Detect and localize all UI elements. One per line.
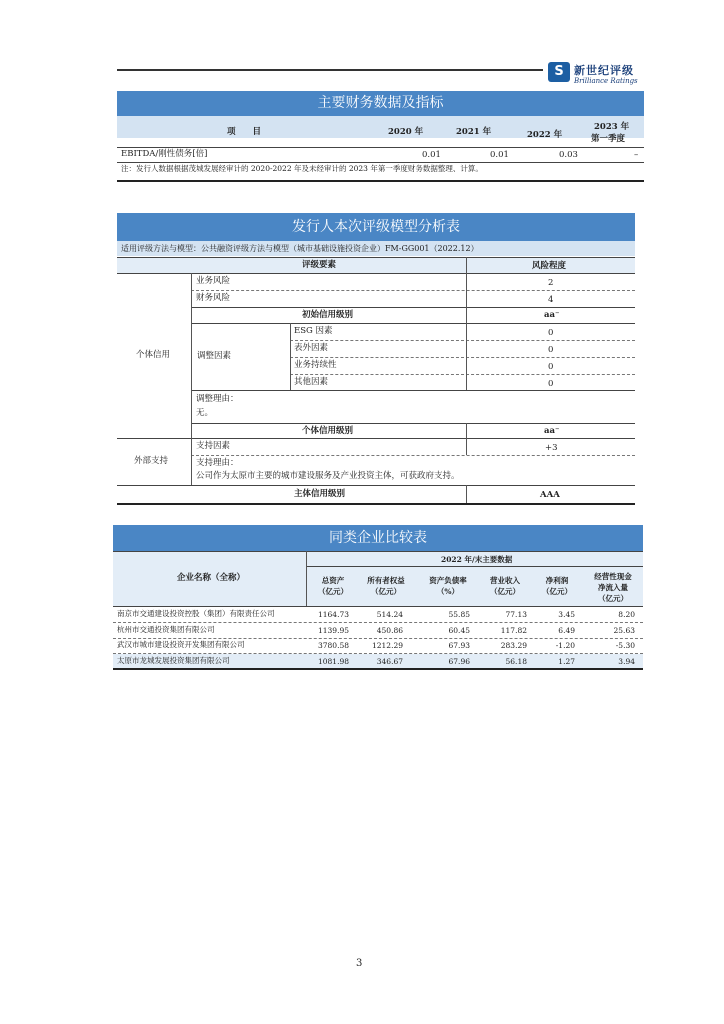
peer-col-header: 经营性现金 bbox=[594, 572, 632, 581]
financial-risk-val: 4 bbox=[548, 295, 554, 305]
group-individual: 个体信用 bbox=[136, 350, 171, 360]
peer-value: 514.24 bbox=[376, 610, 403, 619]
peer-col-header: 净流入量 bbox=[598, 583, 628, 592]
peer-value: 450.86 bbox=[376, 625, 403, 635]
head-elements: 评级要素 bbox=[302, 260, 337, 270]
rule bbox=[113, 551, 643, 552]
rule bbox=[117, 257, 635, 258]
rule bbox=[290, 357, 635, 358]
rule-v bbox=[191, 273, 192, 485]
peer-value: 1081.98 bbox=[317, 656, 349, 666]
rule-v bbox=[466, 485, 467, 503]
peer-col-header: 所有者权益 bbox=[367, 576, 405, 585]
sustain-val: 0 bbox=[548, 362, 554, 372]
rule bbox=[191, 455, 635, 456]
rule bbox=[191, 390, 635, 391]
other: 其他因素 bbox=[294, 377, 329, 387]
rule-v bbox=[466, 257, 467, 390]
support-reason-label: 支持理由： bbox=[196, 458, 239, 468]
rule bbox=[306, 566, 643, 567]
reason-text: 无。 bbox=[196, 408, 214, 418]
peer-value: 1164.73 bbox=[317, 610, 349, 619]
peer-value: 1.27 bbox=[558, 656, 575, 666]
col-2021: 2021 年 bbox=[456, 127, 492, 137]
support-reason-text: 公司作为太原市主要的城市建设服务及产业投资主体，可获政府支持。 bbox=[196, 471, 460, 481]
rating-title: 发行人本次评级模型分析表 bbox=[117, 213, 635, 241]
peer-value: 25.63 bbox=[613, 625, 635, 635]
peer-company-name: 南京市交通建设投资控股（集团）有限责任公司 bbox=[117, 609, 275, 618]
peer-value: 3780.58 bbox=[317, 641, 349, 650]
business-risk: 业务风险 bbox=[196, 276, 231, 286]
peer-col-header: （亿元） bbox=[371, 587, 401, 596]
indiv-level-val: aa⁻ bbox=[544, 426, 560, 436]
peer-value: 283.29 bbox=[500, 641, 527, 650]
peer-value: 67.96 bbox=[448, 656, 470, 666]
other-val: 0 bbox=[548, 379, 554, 389]
col-company: 企业名称（全称） bbox=[177, 573, 246, 583]
financial-title: 主要财务数据及指标 bbox=[117, 91, 644, 116]
financial-table bbox=[117, 91, 645, 183]
initial-level-val: aa⁻ bbox=[544, 310, 560, 320]
rule bbox=[117, 180, 644, 182]
peer-value: -1.20 bbox=[555, 641, 575, 650]
rule bbox=[290, 340, 635, 341]
ebitda-label: EBITDA/刚性债务[倍] bbox=[121, 149, 208, 159]
sustain: 业务持续性 bbox=[294, 360, 337, 370]
peer-col-header: 营业收入 bbox=[490, 576, 520, 585]
financial-note: 注：发行人数据根据茂城发展经审计的 2020-2022 年及未经审计的 2023 年第一季度财务数据整理、计算。 bbox=[121, 164, 483, 173]
external: 表外因素 bbox=[294, 343, 329, 353]
peer-value: 3.45 bbox=[558, 610, 575, 619]
peer-value: 346.67 bbox=[376, 656, 403, 666]
peer-value: 3.94 bbox=[618, 656, 635, 666]
esg: ESG 因素 bbox=[294, 326, 333, 336]
ebitda-2021: 0.01 bbox=[490, 150, 509, 160]
peer-title: 同类企业比较表 bbox=[113, 525, 643, 551]
esg-val: 0 bbox=[548, 328, 554, 338]
peer-value: 6.49 bbox=[558, 625, 575, 635]
head-risk: 风险程度 bbox=[532, 261, 567, 271]
peer-col-header: 净利润 bbox=[545, 576, 569, 585]
col-2022: 2022 年 bbox=[527, 130, 563, 140]
peer-col-header: （亿元） bbox=[490, 587, 520, 596]
support: 支持因素 bbox=[196, 441, 231, 451]
peer-col-header: （%） bbox=[436, 587, 460, 596]
peer-col-header: 总资产 bbox=[321, 576, 345, 585]
rule bbox=[117, 485, 635, 486]
col-2023-q1: 第一季度 bbox=[591, 134, 626, 144]
business-risk-val: 2 bbox=[548, 278, 554, 288]
ebitda-2023q1: – bbox=[634, 150, 639, 160]
financial-header bbox=[117, 116, 644, 138]
rule bbox=[290, 374, 635, 375]
logo-mark-icon: S bbox=[548, 62, 570, 82]
rule bbox=[117, 438, 635, 439]
peer-value: 8.20 bbox=[618, 610, 635, 619]
logo bbox=[548, 58, 648, 94]
indiv-level: 个体信用级别 bbox=[302, 426, 354, 436]
header-rule bbox=[117, 69, 543, 71]
peer-col-header: （亿元） bbox=[542, 587, 572, 596]
support-val: +3 bbox=[545, 443, 558, 453]
peer-col-header: （亿元） bbox=[598, 594, 628, 603]
rule bbox=[191, 307, 635, 308]
peer-value: 1212.29 bbox=[371, 641, 403, 650]
financial-risk: 财务风险 bbox=[196, 293, 231, 303]
rule-v bbox=[290, 323, 291, 390]
col-item: 项 目 bbox=[227, 127, 262, 137]
main-level: 主体信用级别 bbox=[294, 489, 346, 499]
peer-value: 55.85 bbox=[448, 610, 470, 619]
rating-table bbox=[117, 213, 637, 513]
peer-value: -5.30 bbox=[615, 641, 635, 650]
peer-value: 1139.95 bbox=[317, 625, 349, 635]
rule bbox=[113, 606, 643, 607]
logo-en: Brilliance Ratings bbox=[574, 77, 638, 85]
peer-value: 67.93 bbox=[448, 641, 470, 650]
rule bbox=[117, 273, 635, 274]
peer-value: 77.13 bbox=[505, 610, 527, 619]
peer-group-header: 2022 年/末主要数据 bbox=[441, 555, 513, 564]
rule-v bbox=[466, 423, 467, 455]
peer-table bbox=[113, 525, 645, 671]
main-level-val: AAA bbox=[540, 490, 560, 500]
peer-value: 117.82 bbox=[500, 625, 527, 635]
rule bbox=[191, 423, 635, 424]
rule bbox=[191, 323, 635, 324]
rule bbox=[113, 668, 643, 670]
col-2023: 2023 年 bbox=[594, 122, 630, 132]
peer-company-name: 杭州市交通投资集团有限公司 bbox=[117, 624, 215, 634]
reason-label: 调整理由： bbox=[196, 394, 239, 404]
group-external: 外部支持 bbox=[134, 456, 169, 466]
rule-v bbox=[306, 551, 307, 606]
rule bbox=[117, 503, 635, 505]
peer-company-name: 太原市龙城发展投资集团有限公司 bbox=[117, 655, 230, 665]
rule bbox=[191, 290, 635, 291]
ebitda-2020: 0.01 bbox=[422, 150, 441, 160]
page-number: 3 bbox=[356, 958, 363, 969]
adjust-factors: 调整因素 bbox=[197, 351, 232, 361]
ebitda-2022: 0.03 bbox=[559, 150, 578, 160]
peer-col-header: （亿元） bbox=[318, 587, 348, 596]
peer-company-name: 武汉市城市建设投资开发集团有限公司 bbox=[117, 640, 245, 649]
peer-value: 60.45 bbox=[448, 625, 470, 635]
method-text: 适用评级方法与模型：公共融资评级方法与模型（城市基础设施投资企业）FM-GG001（2022.12） bbox=[121, 244, 479, 253]
peer-value: 56.18 bbox=[505, 656, 527, 666]
logo-cn: 新世纪评级 bbox=[574, 64, 634, 77]
peer-col-header: 资产负债率 bbox=[429, 576, 467, 585]
external-val: 0 bbox=[548, 345, 554, 355]
col-2020: 2020 年 bbox=[388, 127, 424, 137]
initial-level: 初始信用级别 bbox=[302, 310, 354, 320]
